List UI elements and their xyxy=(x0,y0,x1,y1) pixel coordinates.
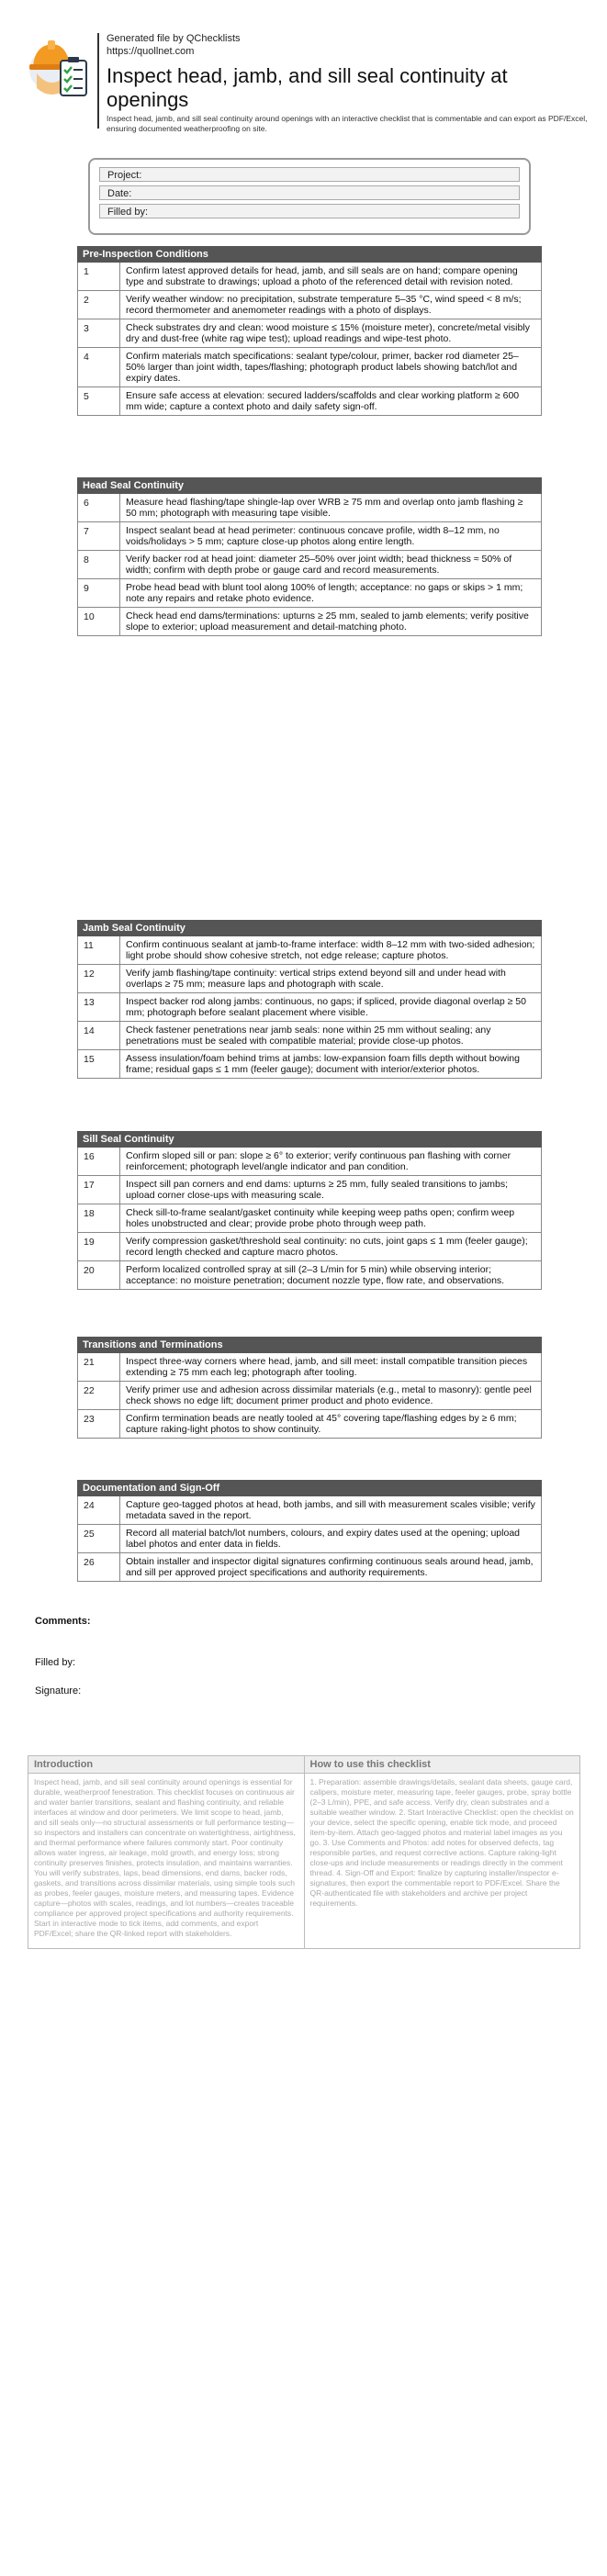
item-text: Confirm sloped sill or pan: slope ≥ 6° to exterior; verify continuous pan flashing with corner reinforcement; photograph level/angle indicator and pan condition. xyxy=(126,1150,511,1172)
how-to-heading: How to use this checklist xyxy=(305,1756,580,1774)
item-number: 21 xyxy=(78,1353,120,1381)
checklist-item[interactable] xyxy=(77,1204,542,1233)
item-number: 20 xyxy=(78,1261,120,1289)
section-heading: Transitions and Terminations xyxy=(77,1337,542,1353)
item-text: Probe head bead with blunt tool along 100% of length; acceptance: no gaps or skips > 1 mm; note any repairs and retake photo evidence. xyxy=(126,582,523,604)
item-text: Verify backer rod at head joint: diameter 25–50% over joint width; bead thickness ≈ 50% of width; confirm with depth probe or gauge card and record measurements. xyxy=(126,554,512,576)
checklist-item[interactable] xyxy=(77,387,542,416)
item-text: Inspect backer rod along jambs: continuous, no gaps; if spliced, provide diagonal overlap ≥ 50 mm; photograph before sealant placement where visible. xyxy=(126,996,526,1018)
how-to-text: 1. Preparation: assemble drawings/details, sealant data sheets, gauge card, calipers, moisture meter, measuring tape, feeler gauges, probe, spray bottle (2–3 L/min), PPE, and safe access. Verify dry, clean substrates and a suitable weather window. 2. Start Interactive Checklist: open the checklist on your device, select the specific opening, enable tick mode, and proceed item-by-item. Attach geo-tagged photos and material label images as you go. 3. Use Comments and Photos: add notes for observed defects, tag responsible parties, and request corrective actions. Capture raking-light close-ups and include measurements or readings directly in the comment thread. 4. Sign-Off and Export: finalize by capturing installer/inspector e-signatures, then export the commentable report to PDF/Excel. Share the QR-authenticated file with stakeholders and archive per project requirements. xyxy=(309,1777,574,1908)
item-text: Check head end dams/terminations: upturns ≥ 25 mm, sealed to jamb elements; verify positive slope to exterior; upload measurement and detail-matching photo. xyxy=(126,610,529,633)
item-text: Record all material batch/lot numbers, colours, and expiry dates used at the opening; upload label photos and enter data in fields. xyxy=(126,1528,521,1550)
filled-by-field[interactable]: Filled by: xyxy=(99,204,520,218)
item-number: 15 xyxy=(78,1050,120,1078)
checklist-item[interactable] xyxy=(77,1496,542,1525)
item-text: Inspect three-way corners where head, jamb, and sill meet: install compatible transition pieces extending ≥ 75 mm each leg; photograph after tooling. xyxy=(126,1356,528,1378)
how-to-panel xyxy=(304,1756,580,1948)
item-text: Verify jamb flashing/tape continuity: vertical strips extend beyond sill and under head with overlaps ≥ 75 mm; measure laps and photograph with scale. xyxy=(126,968,506,990)
item-number: 6 xyxy=(78,494,120,521)
section-heading: Jamb Seal Continuity xyxy=(77,920,542,936)
checklist-item[interactable] xyxy=(77,1233,542,1261)
item-number: 10 xyxy=(78,608,120,635)
item-text: Confirm latest approved details for head, jamb, and sill seals are on hand; compare opening type and substrate to drawings; upload a photo of the referenced detail with revision noted. xyxy=(126,265,518,287)
checklist-item[interactable] xyxy=(77,494,542,522)
project-info-box xyxy=(88,158,531,235)
page-subtitle: Inspect head, jamb, and sill seal continuity around openings with an interactive checklist that is commentable and can export as PDF/Excel, ensuring documented weatherproofing on site. xyxy=(107,114,588,133)
item-number: 5 xyxy=(78,387,120,415)
report-header xyxy=(28,33,588,134)
item-number: 9 xyxy=(78,579,120,607)
introduction-heading: Introduction xyxy=(28,1756,304,1774)
item-number: 1 xyxy=(78,263,120,290)
checklist-item[interactable] xyxy=(77,1261,542,1290)
item-number: 2 xyxy=(78,291,120,319)
header-divider xyxy=(97,33,99,129)
comments-label: Comments: xyxy=(35,1616,91,1627)
item-number: 17 xyxy=(78,1176,120,1204)
item-text: Verify primer use and adhesion across dissimilar materials (e.g., metal to masonry): gentle peel check shows no edge lift; document primer product and photo evidence. xyxy=(126,1384,532,1406)
checklist-item[interactable] xyxy=(77,936,542,965)
item-text: Confirm continuous sealant at jamb-to-frame interface: width 8–12 mm with two-sided adhesion; light probe should show cohesive stretch, not edge release; capture photos. xyxy=(126,939,535,961)
checklist-item[interactable] xyxy=(77,522,542,551)
checklist-item[interactable] xyxy=(77,608,542,636)
item-text: Verify weather window: no precipitation, substrate temperature 5–35 °C, wind speed < 8 m/s; record thermometer and anemometer readings with a photo of displays. xyxy=(126,294,522,316)
checklist-item[interactable] xyxy=(77,993,542,1022)
checklist-item[interactable] xyxy=(77,291,542,319)
checklist-item[interactable] xyxy=(77,1050,542,1079)
item-text: Inspect sill pan corners and end dams: upturns ≥ 25 mm, fully sealed transitions to jambs; upload corner close-ups with measuring scale. xyxy=(126,1179,509,1201)
item-number: 4 xyxy=(78,348,120,386)
section-jamb-seal xyxy=(77,920,542,1079)
item-number: 19 xyxy=(78,1233,120,1260)
item-text: Measure head flashing/tape shingle-lap over WRB ≥ 75 mm and overlap onto jamb flashing ≥ 50 mm; photograph with measuring tape visible. xyxy=(126,497,523,519)
section-heading: Head Seal Continuity xyxy=(77,477,542,494)
generated-by-text: Generated file by QChecklists xyxy=(107,33,241,44)
source-url-link[interactable]: https://quollnet.com xyxy=(107,46,195,57)
item-number: 23 xyxy=(78,1410,120,1438)
item-number: 26 xyxy=(78,1553,120,1581)
item-text: Confirm materials match specifications: sealant type/colour, primer, backer rod diameter 25–50% larger than joint width, tapes/flashing; photograph product labels showing batch/lot and expiry dates. xyxy=(126,351,519,384)
checklist-item[interactable] xyxy=(77,551,542,579)
item-number: 25 xyxy=(78,1525,120,1552)
section-sill-seal xyxy=(77,1131,542,1290)
item-text: Check sill-to-frame sealant/gasket continuity while keeping weep paths open; confirm weep holes unobstructed and clear; provide probe photo through weep path. xyxy=(126,1207,515,1229)
checklist-item[interactable] xyxy=(77,1148,542,1176)
section-pre-inspection xyxy=(77,246,542,416)
item-number: 18 xyxy=(78,1204,120,1232)
checklist-item[interactable] xyxy=(77,1176,542,1204)
checklist-item[interactable] xyxy=(77,1410,542,1439)
item-number: 7 xyxy=(78,522,120,550)
date-field[interactable]: Date: xyxy=(99,185,520,200)
checklist-item[interactable] xyxy=(77,579,542,608)
item-number: 3 xyxy=(78,319,120,347)
item-text: Inspect sealant bead at head perimeter: continuous concave profile, width 8–12 mm, no voids/holidays > 5 mm; capture close-up photos along entire length. xyxy=(126,525,500,547)
item-number: 12 xyxy=(78,965,120,992)
checklist-item[interactable] xyxy=(77,348,542,387)
info-panels xyxy=(28,1755,580,1949)
checklist-item[interactable] xyxy=(77,1382,542,1410)
item-text: Verify compression gasket/threshold seal continuity: no cuts, joint gaps ≤ 1 mm (feeler gauge); record length checked and capture macro photos. xyxy=(126,1236,528,1258)
section-heading: Documentation and Sign-Off xyxy=(77,1480,542,1496)
item-text: Check substrates dry and clean: wood moisture ≤ 15% (moisture meter), concrete/metal visibly dry and dust-free (white rag wipe test); upload readings and wipe-test photo. xyxy=(126,322,530,344)
checklist-hardhat-logo-icon xyxy=(28,37,94,101)
introduction-text: Inspect head, jamb, and sill seal continuity around openings is essential for durable, weatherproof fenestration. This checklist focuses on continuous air and water barrier transitions, sealant and flashing continuity, and reliable interfaces at window and door perimeters. We limit scope to head, jamb, and sill seals only—no structural assessments or full performance testing—so inspectors and installers can concentrate on watertightness, airtightness, and thermal performance where failures commonly start. Poor continuity allows water ingress, air leakage, mold growth, and energy loss; strong continuity preserves finishes, protects insulation, and maintains warranties. You will verify substrates, laps, bead dimensions, end dams, backer rods, gaskets, and transitions across dissimilar materials, using simple tools such as probes, feeler gauges, moisture meters, and measuring tapes. Evidence capture—photos with scales, readings, and lot numbers—creates traceable compliance per approved project specifications and authority requirements. Start in interactive mode to tick items, add comments, and export PDF/Excel; share the QR-linked report with stakeholders. xyxy=(34,1777,296,1938)
item-text: Assess insulation/foam behind trims at jambs: low-expansion foam fills depth without bowing frame; residual gaps ≤ 1 mm (feeler gauge); document with interior/exterior photos. xyxy=(126,1053,520,1075)
item-text: Confirm termination beads are neatly tooled at 45° covering tape/flashing edges by ≥ 6 mm; capture raking-light photos to show continuity. xyxy=(126,1413,517,1435)
checklist-item[interactable] xyxy=(77,1022,542,1050)
item-number: 16 xyxy=(78,1148,120,1175)
checklist-item[interactable] xyxy=(77,965,542,993)
item-text: Check fastener penetrations near jamb seals: none within 25 mm without sealing; any penetrations must be sealed with compatible material; provide close-up photos. xyxy=(126,1025,491,1047)
signature-label: Signature: xyxy=(35,1686,82,1697)
section-heading: Sill Seal Continuity xyxy=(77,1131,542,1148)
section-documentation xyxy=(77,1480,542,1582)
project-field[interactable]: Project: xyxy=(99,167,520,182)
checklist-item[interactable] xyxy=(77,319,542,348)
item-text: Capture geo-tagged photos at head, both jambs, and sill with measurement scales visible; verify metadata saved in the report. xyxy=(126,1499,535,1521)
item-number: 13 xyxy=(78,993,120,1021)
page-title: Inspect head, jamb, and sill seal continuity at openings xyxy=(107,64,508,111)
filled-by-label: Filled by: xyxy=(35,1657,76,1668)
checklist-item[interactable] xyxy=(77,1553,542,1582)
item-text: Obtain installer and inspector digital signatures confirming continuous seals around head, jamb, and sill per approved project specifications and authority requirements. xyxy=(126,1556,534,1578)
item-number: 24 xyxy=(78,1496,120,1524)
introduction-panel xyxy=(28,1756,304,1948)
item-number: 11 xyxy=(78,936,120,964)
item-number: 22 xyxy=(78,1382,120,1409)
checklist-item[interactable] xyxy=(77,263,542,291)
item-text: Perform localized controlled spray at sill (2–3 L/min for 5 min) while observing interior; acceptance: no moisture penetration; document nozzle type, flow rate, and observations. xyxy=(126,1264,505,1286)
section-heading: Pre-Inspection Conditions xyxy=(77,246,542,263)
item-number: 8 xyxy=(78,551,120,578)
section-transitions xyxy=(77,1337,542,1439)
section-head-seal xyxy=(77,477,542,636)
item-text: Ensure safe access at elevation: secured ladders/scaffolds and clear working platform ≥ 600 mm wide; capture a context photo and daily safety sign-off. xyxy=(126,390,520,412)
checklist-item[interactable] xyxy=(77,1353,542,1382)
item-number: 14 xyxy=(78,1022,120,1049)
checklist-item[interactable] xyxy=(77,1525,542,1553)
